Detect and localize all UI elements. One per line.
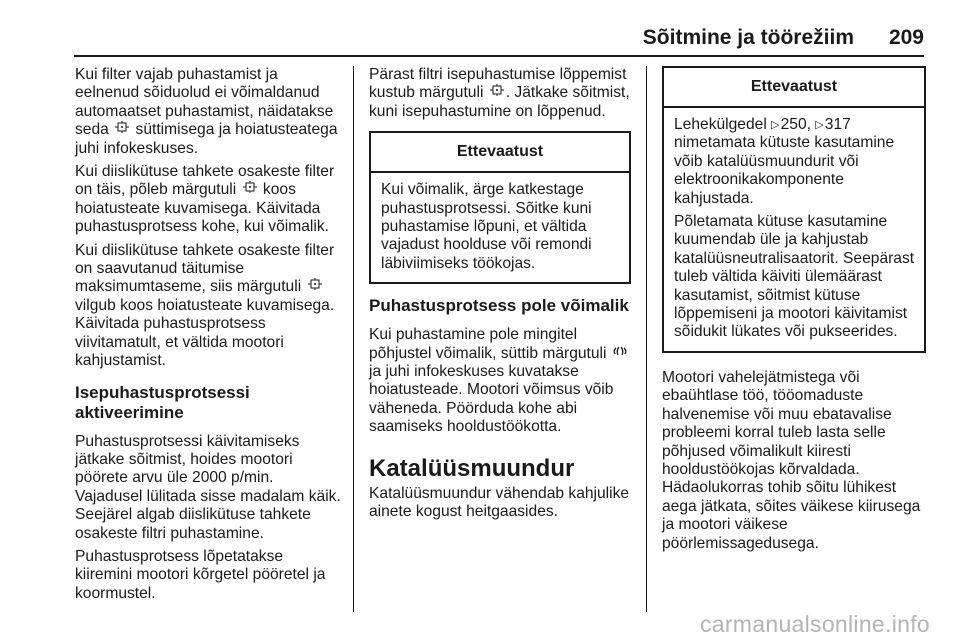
page-title: Sõitmine ja töörežiim: [642, 26, 854, 49]
paragraph: Kui diislikütuse tahkete osakeste filter on saavutanud täitumise maksimumtaseme, siis märgutuli vilgub koos hoiatusteate kuvamisega. Käivitada puhastusprotsess viivitamatult, et vältida mootori kahjustamist.: [75, 241, 335, 370]
column-2: [369, 66, 631, 527]
page-number: 209: [888, 26, 924, 49]
diesel-particle-filter-icon: [490, 84, 504, 98]
glow-plug-icon: [613, 345, 627, 359]
chapter-heading: Katalüüsmuundur: [369, 454, 575, 482]
diesel-particle-filter-icon: [243, 181, 257, 195]
caution-box: [662, 66, 926, 353]
diesel-particle-filter-icon: [308, 278, 322, 292]
watermark: carmanualsonline.info: [699, 611, 930, 637]
column-divider-2: [646, 66, 647, 612]
triangle-ref-icon: ▷: [771, 119, 780, 131]
page-header: [0, 0, 960, 56]
paragraph: Puhastusprotsess lõpetatakse kiiremini mootori kõrgetel pööretel ja koormustel.: [75, 547, 326, 602]
paragraph: Mootori vahelejätmistega või ebaühtlase töö, tööomaduste halvenemise või muu ebatavalise probleemi korral tuleb lasta selle põhjused võimalikult kiiresti hooldustöökojas kõrvaldada. Hädaolukorras tohib sõitu lühikest aega jätkata, sõites väikese kiirusega ja mootori väikese pöörlemissagedusega.: [662, 368, 921, 552]
paragraph: Kui puhastamine pole mingitel põhjustel võimalik, süttib märgutuli ja juhi infokeskuses kuvatakse hoiatusteade. Mootori võimsus võib väheneda. Pöörduda kohe abi saamiseks hooldustöökotta.: [369, 326, 631, 436]
paragraph: Puhastusprotsessi käivitamiseks jätkake sõitmist, hoides mootori pöörete arvu üle 2000 p/min. Vajadusel lülitada sisse madalam käik. Seejärel algab diislikütuse tahkete osakeste filtri puhastamine.: [75, 432, 341, 542]
paragraph: Kui diislikütuse tahkete osakeste filter on täis, põleb märgutuli koos hoiatusteate kuvamisega. Käivitada puhastusprotsess kohe, kui võimalik.: [75, 163, 335, 236]
paragraph: Kui filter vajab puhastamist ja eelnenud sõiduolud ei võimaldanud automaatset puhastamist, näidatakse seda süttimisega ja hoiatusteatega juhi infokeskuses.: [75, 66, 338, 157]
caution-body: Lehekülgedel ▷250, ▷317 nimetamata kütuste kasutamine võib katalüüsmuundurit või elektroonikakomponente kahjustada. Põletamata kütuse kasutamine kuumendab üle ja kahjustab katalüüsneutralisaatorit. Seepärast tuleb vältida käiviti ülemäärast kasutamist, sõitmist kütuse lõppemiseni ja mootori käivitamist sõidukit lükates või pukseerides.: [674, 116, 915, 341]
caution-box: [369, 131, 631, 284]
section-heading: Isepuhastusprotsessi aktiveerimine: [75, 382, 250, 422]
caution-body: Kui võimalik, ärge katkestage puhastusprotsessi. Sõitke kuni puhastamise lõpuni, et vältida vajadust hoolduse või remondi läbiviimiseks töökojas.: [381, 181, 592, 272]
column-divider-1: [353, 66, 354, 612]
page-reference[interactable]: 250: [780, 116, 807, 133]
column-1: [75, 66, 343, 608]
triangle-ref-icon: ▷: [815, 119, 824, 131]
caution-title: Ettevaatust: [371, 133, 629, 173]
section-heading: Puhastusprotsess pole võimalik: [369, 296, 629, 316]
header-divider: [74, 55, 924, 57]
caution-title: Ettevaatust: [664, 68, 924, 108]
page-reference[interactable]: 317: [824, 116, 851, 133]
paragraph: Katalüüsmuundur vähendab kahjulike ainete kogust heitgaasides.: [369, 484, 630, 521]
diesel-particle-filter-icon: [115, 121, 129, 135]
paragraph: Pärast filtri isepuhastumise lõppemist kustub märgutuli . Jätkake sõitmist, kuni isepuhastumine on lõppenud.: [369, 66, 630, 120]
column-3: [662, 66, 926, 558]
